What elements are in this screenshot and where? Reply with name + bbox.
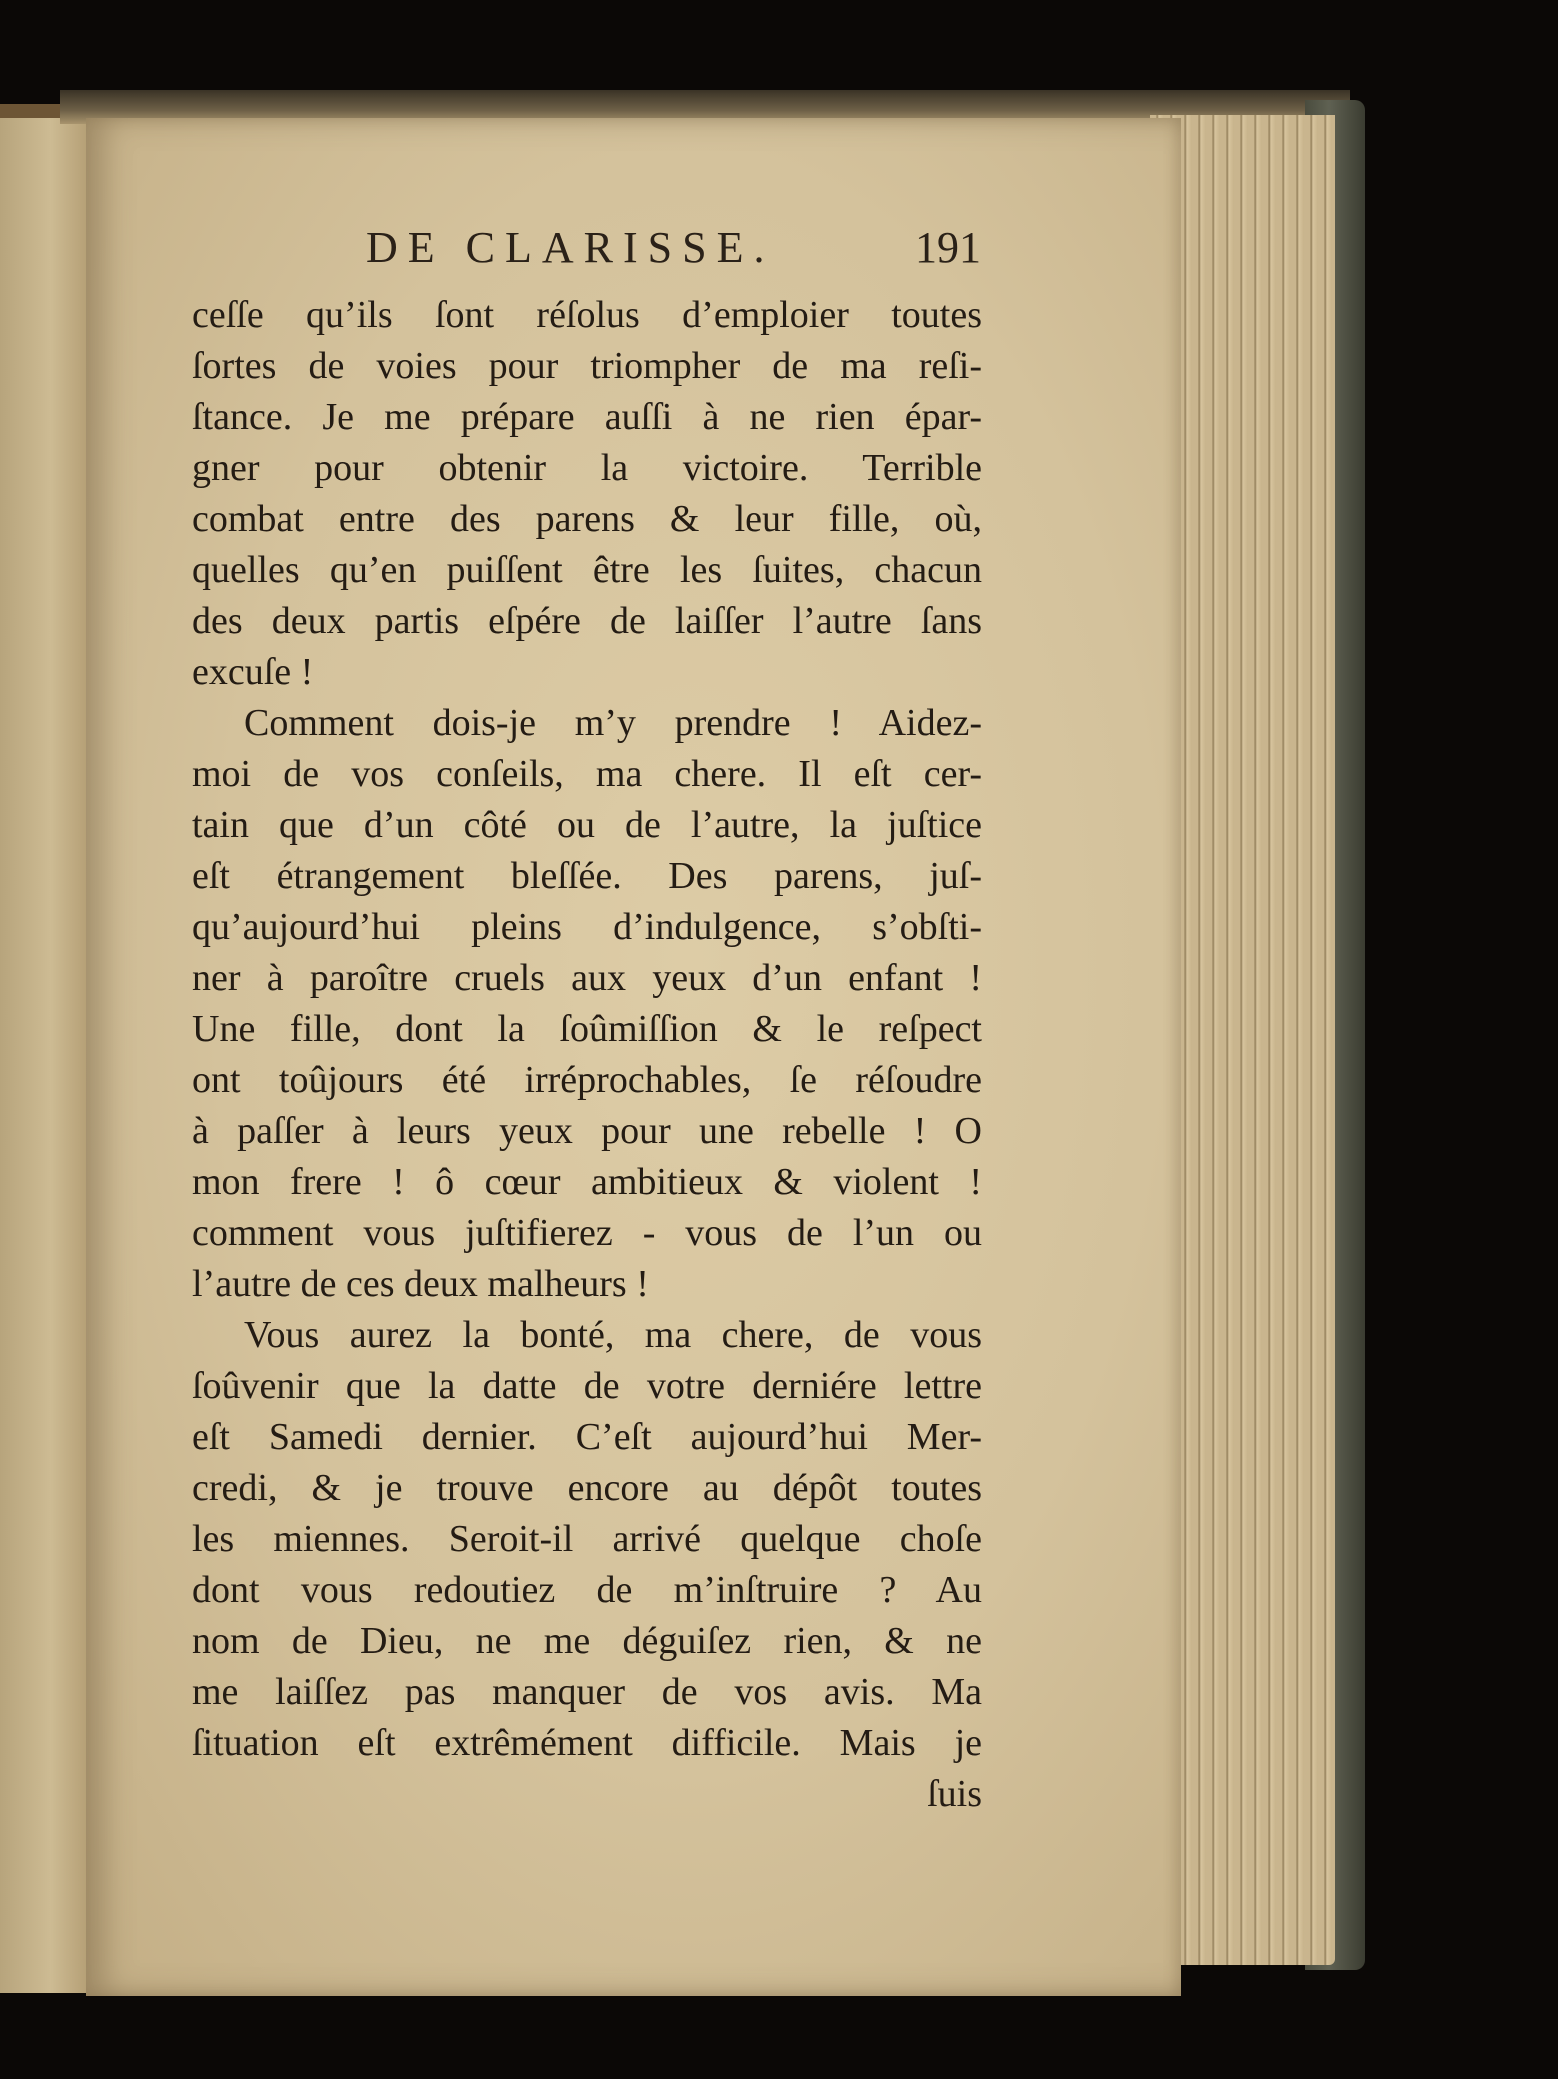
page-text <box>192 290 982 1820</box>
catchword: ſuis <box>927 1773 982 1815</box>
text-line: tain que d’un côté ou de l’autre, la juſtice <box>192 804 982 846</box>
running-head: DE CLARISSE. <box>366 223 775 272</box>
page-header <box>276 222 981 274</box>
text-line: comment vous juſtifierez - vous de l’un ou <box>192 1212 982 1254</box>
text-line: credi, & je trouve encore au dépôt toutes <box>192 1467 982 1509</box>
text-line: ſituation eſt extrêmément difficile. Mais je <box>192 1722 982 1764</box>
text-line: Une fille, dont la ſoûmiſſion & le reſpect <box>192 1008 982 1050</box>
text-line: ſtance. Je me prépare auſſi à ne rien épar- <box>192 396 982 438</box>
text-line: mon frere ! ô cœur ambitieux & violent ! <box>192 1161 982 1203</box>
page-number: 191 <box>915 223 981 272</box>
text-line: nom de Dieu, ne me déguiſez rien, & ne <box>192 1620 982 1662</box>
text-line: excuſe ! <box>192 651 314 693</box>
text-line: me laiſſez pas manquer de vos avis. Ma <box>192 1671 982 1713</box>
text-line: moi de vos conſeils, ma chere. Il eſt cer- <box>192 753 982 795</box>
text-line: ſortes de voies pour triompher de ma reſi- <box>192 345 982 387</box>
text-line: qu’aujourd’hui pleins d’indulgence, s’obſti- <box>192 906 982 948</box>
text-line: les miennes. Seroit-il arrivé quelque choſe <box>192 1518 982 1560</box>
text-line: gner pour obtenir la victoire. Terrible <box>192 447 982 489</box>
text-line: Comment dois-je m’y prendre ! Aidez- <box>244 702 982 744</box>
text-line: Vous aurez la bonté, ma chere, de vous <box>244 1314 982 1356</box>
text-line: eſt Samedi dernier. C’eſt aujourd’hui Mer- <box>192 1416 982 1458</box>
text-line: ceſſe qu’ils ſont réſolus d’emploier toutes <box>192 294 982 336</box>
text-line: ont toûjours été irréprochables, ſe réſoudre <box>192 1059 982 1101</box>
text-line: des deux partis eſpére de laiſſer l’autre ſans <box>192 600 982 642</box>
text-line: l’autre de ces deux malheurs ! <box>192 1263 649 1305</box>
text-line: dont vous redoutiez de m’inſtruire ? Au <box>192 1569 982 1611</box>
text-line: ner à paroître cruels aux yeux d’un enfant ! <box>192 957 982 999</box>
text-line: quelles qu’en puiſſent être les ſuites, chacun <box>192 549 982 591</box>
text-line: ſoûvenir que la datte de votre derniére lettre <box>192 1365 982 1407</box>
text-line: eſt étrangement bleſſée. Des parens, juſ- <box>192 855 982 897</box>
text-line: à paſſer à leurs yeux pour une rebelle ! O <box>192 1110 982 1152</box>
text-line: combat entre des parens & leur fille, où, <box>192 498 982 540</box>
previous-page-edge <box>0 118 95 1993</box>
